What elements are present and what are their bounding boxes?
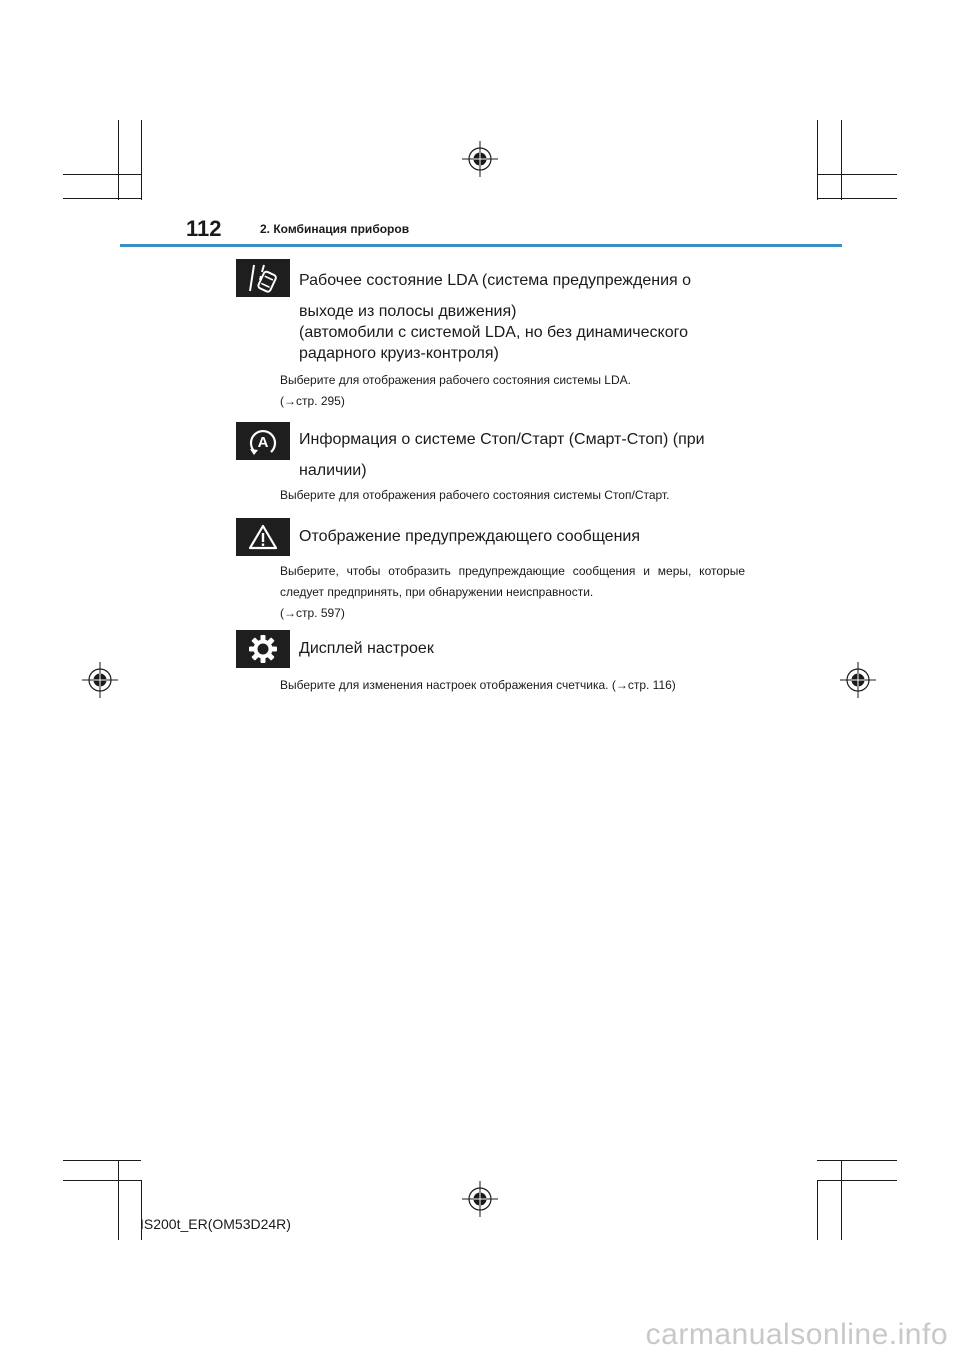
gear-icon bbox=[236, 630, 290, 668]
title-line: выходе из полосы движения) bbox=[299, 303, 517, 320]
page-reference: (→стр. 295) bbox=[280, 394, 345, 408]
item-title bbox=[299, 424, 745, 486]
crop-mark bbox=[141, 120, 142, 200]
lane-departure-car-icon bbox=[236, 259, 290, 297]
crop-mark bbox=[817, 1180, 897, 1181]
description-text: Выберите для отображения рабочего состояния системы LDA. bbox=[280, 373, 631, 387]
header-divider bbox=[120, 244, 842, 247]
crop-mark bbox=[118, 120, 119, 200]
crop-mark bbox=[118, 1160, 119, 1240]
crop-mark bbox=[817, 1180, 818, 1240]
title-line: Рабочее состояние LDA (система предупреждения о bbox=[299, 272, 692, 289]
svg-text:A: A bbox=[257, 434, 269, 451]
section-title: 2. Комбинация приборов bbox=[260, 222, 410, 236]
title-line: (автомобили с системой LDA, но без динамического bbox=[299, 324, 688, 341]
document-code: IS200t_ER(OM53D24R) bbox=[140, 1216, 291, 1232]
registration-target-icon bbox=[462, 1181, 498, 1217]
registration-target-icon bbox=[462, 141, 498, 177]
item-title bbox=[299, 633, 745, 664]
title-line: Дисплей настроек bbox=[299, 640, 434, 657]
description-text: Выберите для изменения настроек отображения счетчика. (→стр. 116) bbox=[280, 678, 676, 692]
title-line: наличии) bbox=[299, 462, 367, 479]
watermark: carmanualsonline.info bbox=[645, 1318, 948, 1351]
registration-target-icon bbox=[82, 662, 118, 698]
item-description bbox=[280, 561, 745, 624]
item-description bbox=[280, 485, 745, 506]
title-line: Информация о системе Стоп/Старт (Смарт-Стоп) (при bbox=[299, 431, 705, 448]
crop-mark bbox=[817, 120, 818, 200]
crop-mark bbox=[63, 1180, 141, 1181]
crop-mark bbox=[63, 198, 141, 199]
item-description bbox=[280, 370, 745, 412]
registration-target-icon bbox=[840, 662, 876, 698]
crop-mark bbox=[63, 1160, 141, 1161]
page-reference: (→стр. 597) bbox=[280, 606, 345, 620]
description-text: Выберите, чтобы отобразить предупреждающие сообщения и меры, которые следует предпринять, при обнаружении неисправности. bbox=[280, 564, 745, 599]
crop-mark bbox=[841, 1160, 842, 1240]
crop-mark bbox=[817, 1160, 897, 1161]
item-title bbox=[299, 265, 745, 327]
crop-mark bbox=[63, 174, 141, 175]
description-text: Выберите для отображения рабочего состояния системы Стоп/Старт. bbox=[280, 488, 670, 502]
page-number: 112 bbox=[186, 216, 222, 241]
crop-mark bbox=[841, 120, 842, 200]
crop-mark bbox=[817, 198, 897, 199]
item-subtitle bbox=[299, 322, 745, 364]
item-title bbox=[299, 521, 745, 552]
title-line: радарного круиз-контроля) bbox=[299, 345, 499, 362]
title-line: Отображение предупреждающего сообщения bbox=[299, 528, 641, 545]
crop-mark bbox=[817, 174, 897, 175]
warning-triangle-icon bbox=[236, 518, 290, 556]
stop-start-a-icon bbox=[236, 422, 290, 460]
item-description bbox=[280, 675, 745, 696]
